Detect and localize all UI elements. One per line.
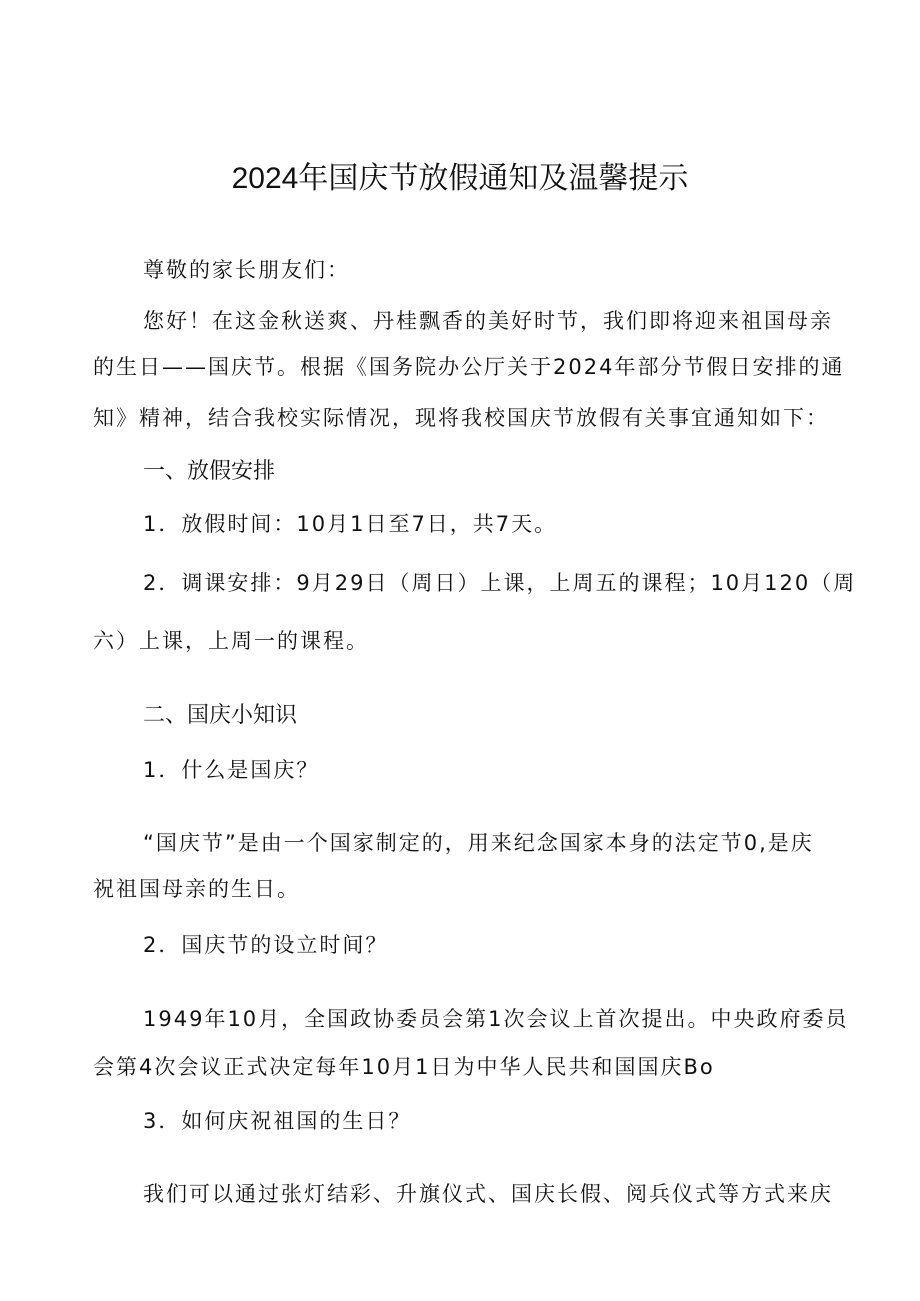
list-item: 2．调课安排：9月29日（周日）上课，上周五的课程；10月120（周 — [143, 571, 857, 595]
intro-line: 知》精神，结合我校实际情况，现将我校国庆节放假有关事宜通知如下： — [93, 406, 829, 430]
section-heading-knowledge: 二、国庆小知识 — [143, 703, 298, 728]
greeting: 尊敬的家长朋友们： — [143, 258, 350, 282]
section-heading-holiday: 一、放假安排 — [143, 459, 276, 484]
question: 3．如何庆祝祖国的生日？ — [143, 1109, 412, 1133]
list-item-continuation: 六）上课，上周一的课程。 — [93, 629, 369, 653]
question: 1．什么是国庆？ — [143, 758, 320, 782]
intro-line: 的生日——国庆节。根据《国务院办公厅关于2024年部分节假日安排的通 — [93, 355, 845, 379]
answer-line: “国庆节”是由一个国家制定的，用来纪念国家本身的法定节0,是庆 — [143, 831, 814, 855]
answer-line: 祝祖国母亲的生日。 — [93, 877, 300, 901]
answer-line: 会第4次会议正式决定每年10月1日为中华人民共和国国庆Bo — [93, 1055, 715, 1079]
answer-line: 1949年10月，全国政协委员会第1次会议上首次提出。中央政府委员 — [143, 1007, 849, 1031]
page-title: 2024年国庆节放假通知及温馨提示 — [231, 162, 689, 195]
answer-line: 我们可以通过张灯结彩、升旗仪式、国庆长假、阅兵仪式等方式来庆 — [143, 1182, 833, 1206]
question: 2．国庆节的设立时间？ — [143, 933, 389, 957]
list-item: 1．放假时间：10月1日至7日，共7天。 — [143, 512, 558, 536]
intro-line: 您好！在这金秋送爽、丹桂飘香的美好时节，我们即将迎来祖国母亲 — [143, 309, 833, 333]
